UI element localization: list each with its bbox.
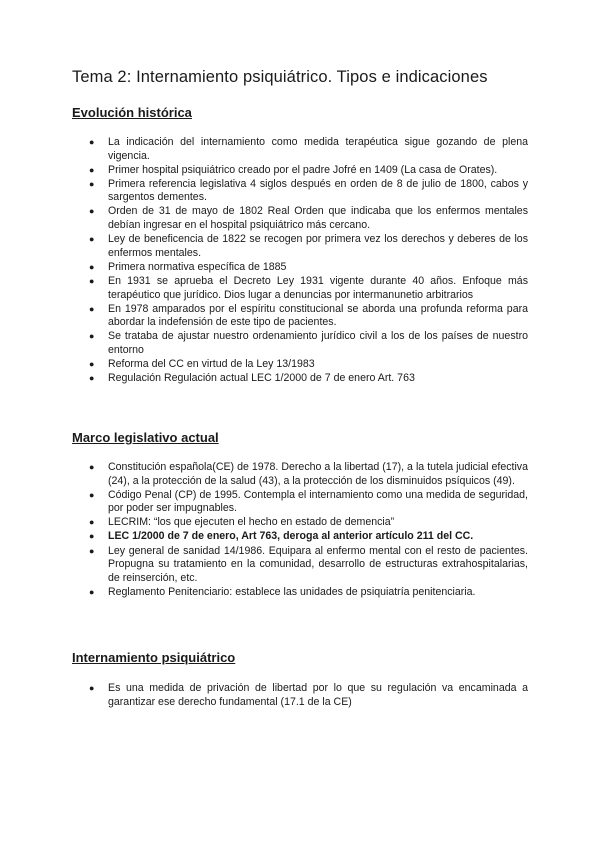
section-heading-marco: Marco legislativo actual [72,430,219,445]
list-item: ● Reglamento Penitenciario: establece las unidades de psiquiatría penitenciaria. [89,585,476,598]
list-item: ● Ley de beneficencia de 1822 se recogen por primera vez los derechos y deberes de los enfermos mentales. [89,233,528,259]
list-item: ● Primera normativa específica de 1885 [89,260,287,273]
list-item: ● Código Penal (CP) de 1995. Contempla el internamiento como una medida de seguridad, por poder ser impugnables. [89,488,528,515]
bullet-icon: ● [89,275,95,286]
bullet-icon: ● [89,586,95,597]
bullet-icon: ● [89,303,95,314]
bullet-icon: ● [89,331,95,342]
bullet-icon: ● [89,137,95,147]
list-item: ● Reforma del CC en virtud de la Ley 13/1983 [89,358,315,370]
list-item: ● LEC 1/2000 de 7 de enero, Art 763, deroga al anterior artículo 211 del CC. [89,530,474,543]
bullet-icon: ● [89,462,95,472]
bullet-icon: ● [89,234,95,245]
bullet-icon: ● [89,489,95,500]
list-item: ● Ley general de sanidad 14/1986. Equipara al enfermo mental con el resto de pacientes. Propugna su tratamiento en la comunidad, desarrollo de estructuras extrahospitalarias, de reinserción, etc. [89,544,528,584]
list-internamiento [72,682,528,710]
bullet-icon: ● [89,178,95,189]
bullet-icon: ● [89,531,95,542]
list-item: ● En 1978 amparados por el espíritu constitucional se aborda una profunda reforma para abordar la indefensión de este tipo de pacientes. [89,302,528,329]
list-item: ● En 1931 se aprueba el Decreto Ley 1931 vigente durante 40 años. Enfoque más terapéutico que jurídico. Dios lugar a denuncias por intermanunetio arbitrarios [89,274,528,301]
list-item: ● Es una medida de privación de libertad por lo que su regulación va encaminada a garantizar ese derecho fundamental (17.1 de la CE) [89,682,528,708]
list-item: ● Primer hospital psiquiátrico creado por el padre Jofré en 1409 (La casa de Orates). [89,163,498,176]
page-title: Tema 2: Internamiento psiquiátrico. Tipos e indicaciones [72,68,488,86]
list-item: ● LECRIM: “los que ejecuten el hecho en estado de demencia” [89,516,395,529]
list-item: ● Constitución española(CE) de 1978. Derecho a la libertad (17), a la tutela judicial efectiva (24), a la protección de la salud (43), a la protección de los disminuidos psíquicos (49). [89,461,528,487]
bullet-icon: ● [89,545,95,556]
list-evolucion [72,136,528,386]
bullet-icon: ● [89,206,95,217]
list-item: ● Orden de 31 de mayo de 1802 Real Orden que indicaba que los enfermos mentales debían ingresar en el hospital psiquiátrico más cercano. [89,205,528,232]
list-marco [72,461,528,600]
bullet-icon: ● [89,517,95,528]
bullet-icon: ● [89,164,95,175]
list-item: ● La indicación del internamiento como medida terapéutica sigue gozando de plena vigencia. [89,136,528,162]
bullet-icon: ● [89,359,95,369]
bullet-icon: ● [89,261,95,272]
bullet-icon: ● [89,373,95,384]
bullet-icon: ● [89,683,95,693]
section-heading-internamiento: Internamiento psiquiátrico [72,650,236,665]
list-item: ● Se trataba de ajustar nuestro ordenamiento jurídico civil a los de los países de nuestro entorno [89,330,528,356]
list-item: ● Regulación Regulación actual LEC 1/2000 de 7 de enero Art. 763 [89,372,415,385]
section-heading-evolucion: Evolución histórica [72,105,192,120]
list-item: ● Primera referencia legislativa 4 siglos después en orden de 8 de julio de 1800, cabos y sargentos dementes. [89,177,528,204]
